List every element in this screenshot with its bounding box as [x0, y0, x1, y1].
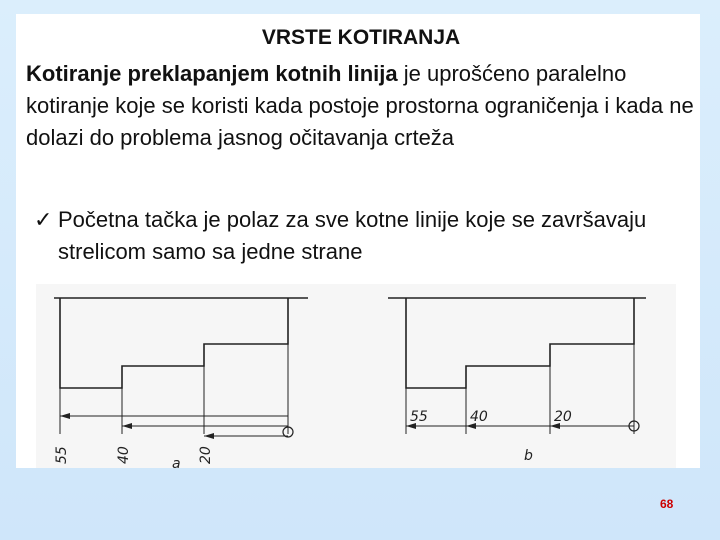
checkmark-icon: ✓: [34, 207, 53, 232]
slide-title: VRSTE KOTIRANJA: [261, 26, 461, 49]
arrow-20-a: [204, 433, 214, 439]
definition-term: Kotiranje preklapanjem kotnih linija: [26, 61, 398, 86]
dim-label-55-b: 55: [410, 409, 428, 425]
arrow-55-a: [60, 413, 70, 419]
dim-label-55-a: 55: [54, 446, 70, 464]
dimensioning-figure: [36, 284, 676, 468]
definition-paragraph: [26, 58, 698, 154]
definition-text: je uprošćeno paralelno kotiranje koje se koristi kada postoje prostorna ograničenja i kada ne dolazi do problema jasnog očitavanja crteža: [26, 61, 694, 150]
drawing-a: [54, 298, 308, 437]
dim-label-40-b: 40: [470, 409, 488, 425]
slide: [16, 14, 700, 468]
bullet-text: Početna tačka je polaz za sve kotne linije koje se završavaju strelicom samo sa jedne strane: [58, 207, 647, 264]
dim-label-20-b: 20: [554, 409, 572, 425]
dim-label-40-a: 40: [116, 446, 132, 464]
figure-label-a: a: [172, 456, 181, 468]
figure-label-b: b: [524, 448, 533, 464]
dim-label-20-a: 20: [198, 446, 214, 464]
page-number: 68: [660, 497, 674, 511]
profile-b: [406, 298, 634, 388]
dimensioning-drawing: [36, 284, 676, 468]
profile-a: [60, 298, 288, 388]
arrow-40-a: [122, 423, 132, 429]
